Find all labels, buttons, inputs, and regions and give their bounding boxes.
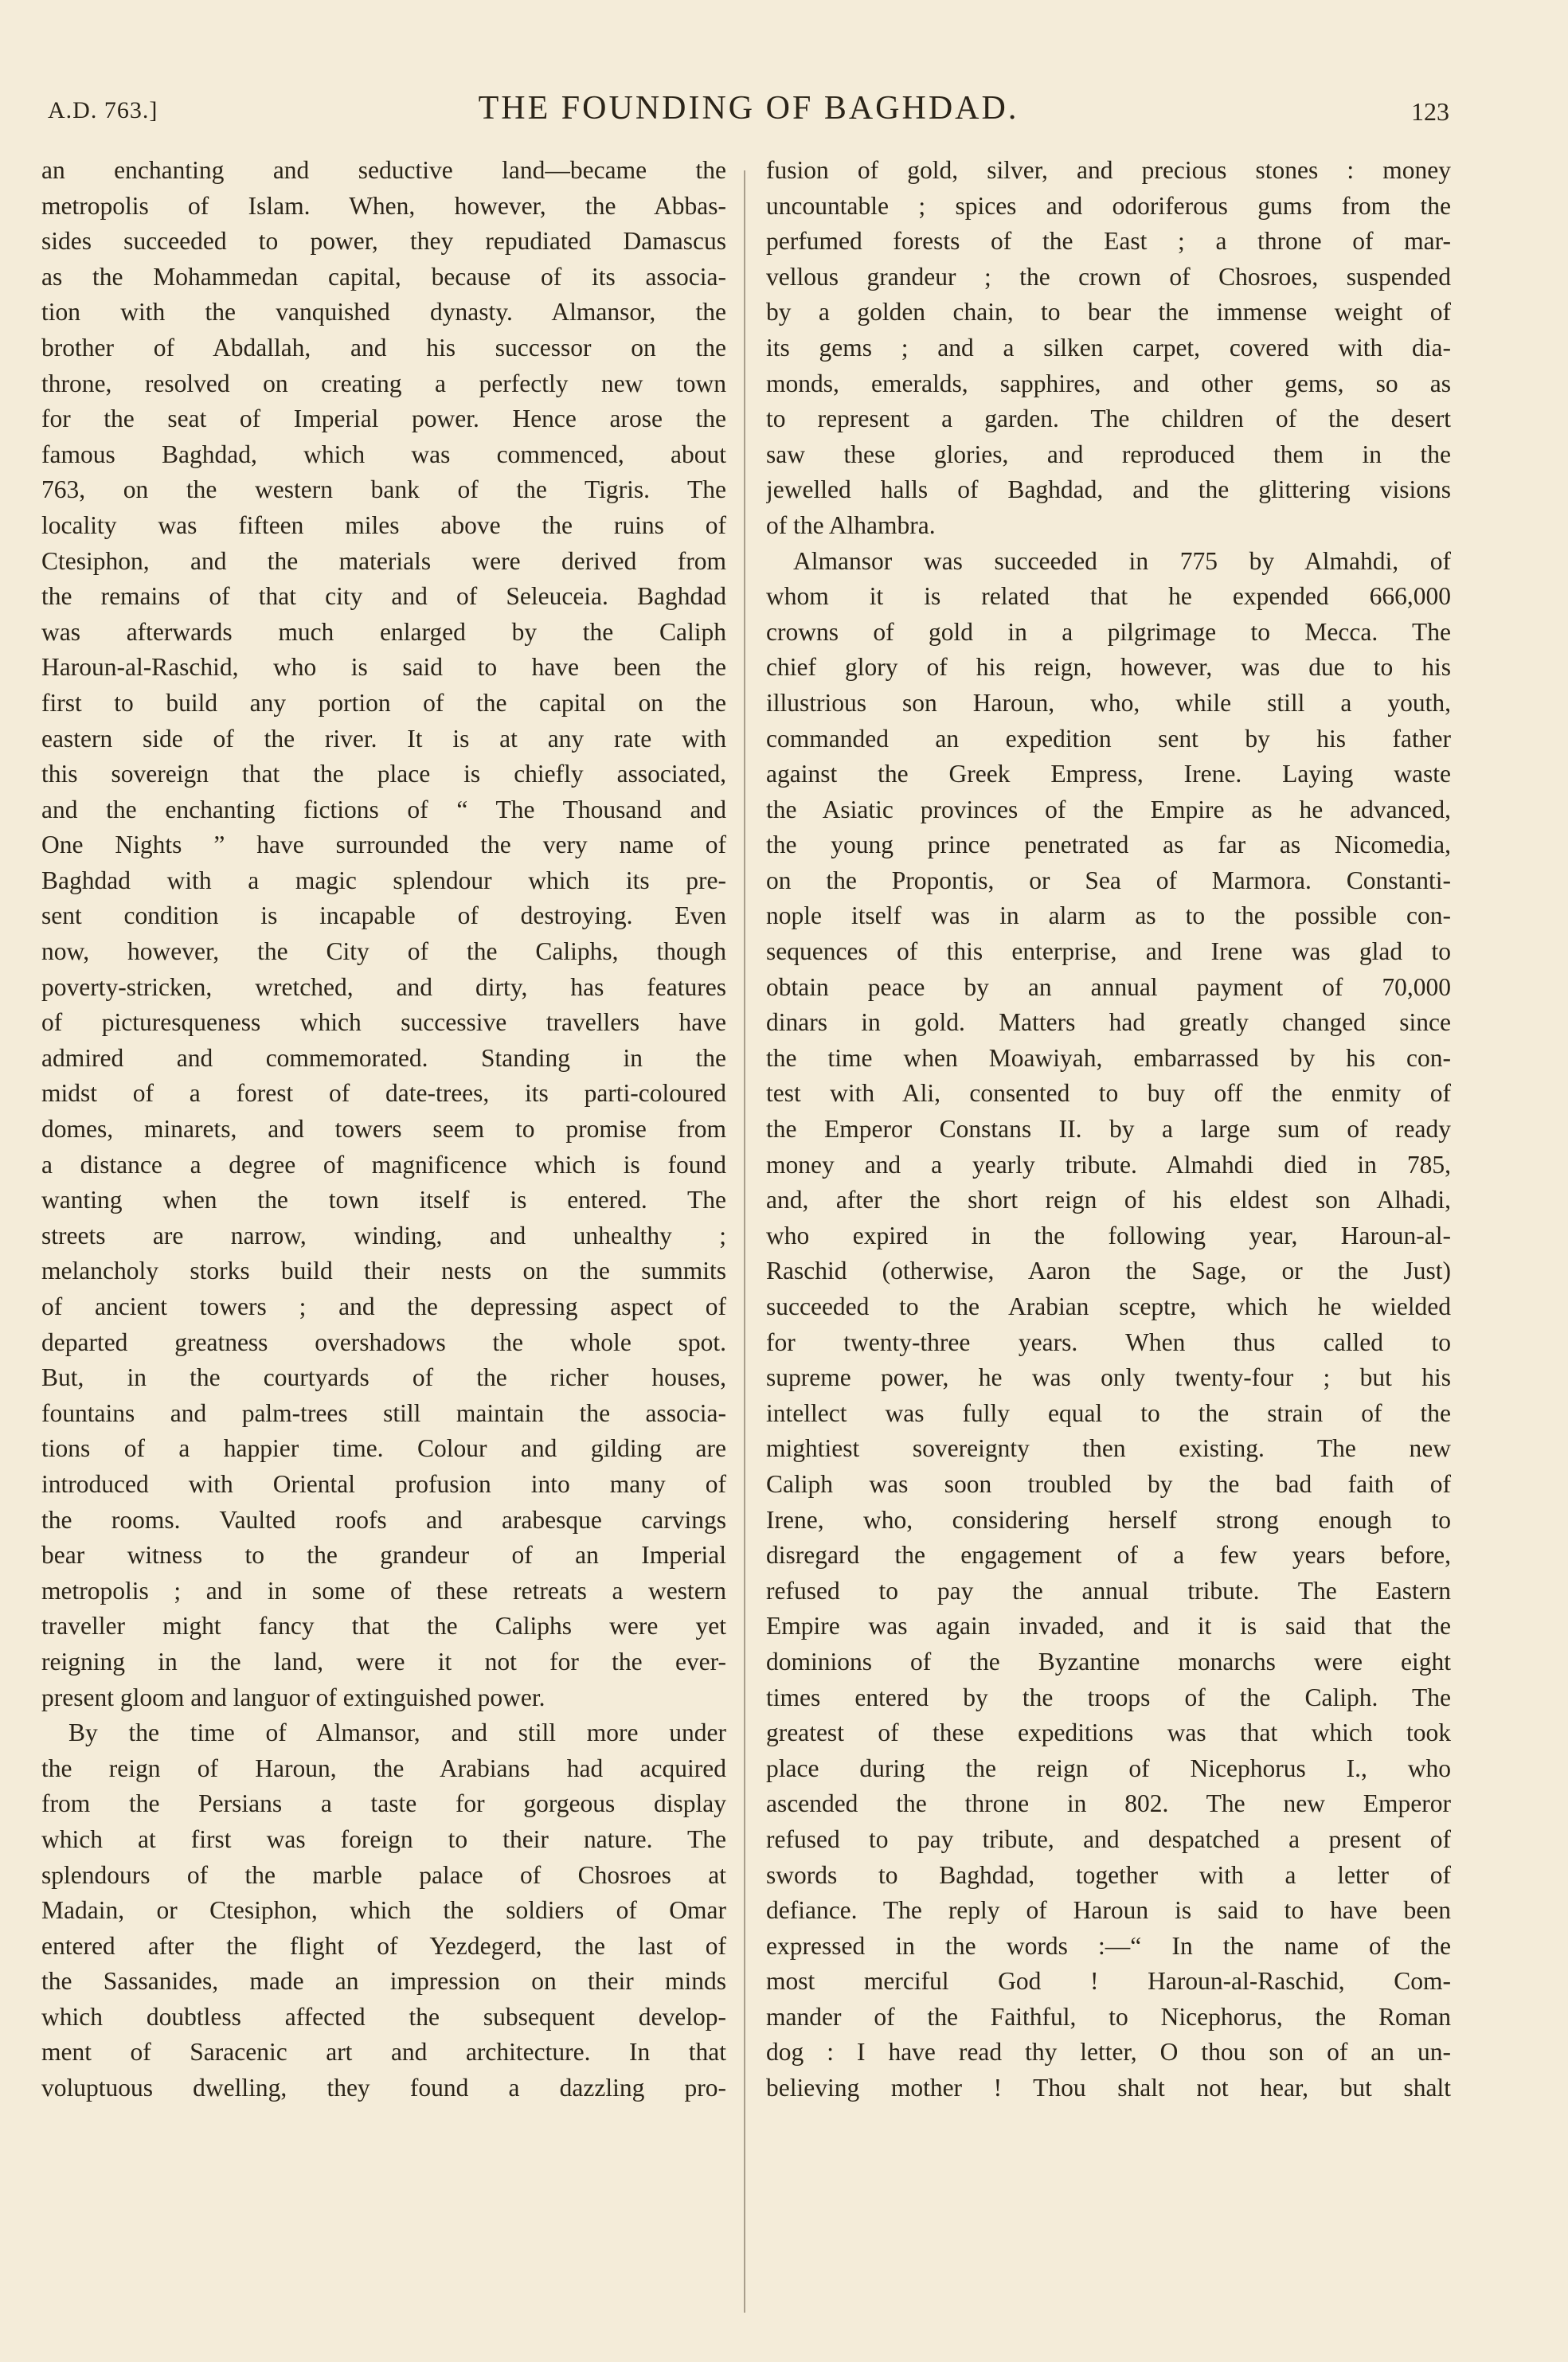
text-line: from the Persians a taste for gorgeous display bbox=[41, 1789, 726, 1818]
text-line: Madain, or Ctesiphon, which the soldiers of Omar bbox=[41, 1896, 726, 1925]
text-line: By the time of Almansor, and still more under bbox=[68, 1719, 726, 1747]
text-line: who expired in the following year, Haroun-al- bbox=[766, 1221, 1451, 1249]
text-line: Irene, who, considering herself strong enough to bbox=[766, 1505, 1451, 1534]
text-line: tion with the vanquished dynasty. Almansor, the bbox=[41, 298, 726, 327]
text-line: entered after the flight of Yezdegerd, the last of bbox=[41, 1931, 726, 1960]
text-line: midst of a forest of date-trees, its parti-coloured bbox=[41, 1079, 726, 1108]
text-line: and, after the short reign of his eldest son Alhadi, bbox=[766, 1186, 1451, 1214]
text-line: by a golden chain, to bear the immense weight of bbox=[766, 298, 1451, 327]
text-line: sides succeeded to power, they repudiated Damascus bbox=[41, 227, 726, 256]
text-line: brother of Abdallah, and his successor on the bbox=[41, 333, 726, 362]
text-line: whom it is related that he expended 666,000 bbox=[766, 582, 1451, 611]
text-line: jewelled halls of Baghdad, and the glittering visions bbox=[766, 475, 1451, 504]
text-line: saw these glories, and reproduced them in the bbox=[766, 440, 1451, 468]
text-line: the young prince penetrated as far as Nicomedia, bbox=[766, 831, 1451, 859]
text-line: ment of Saracenic art and architecture. In that bbox=[41, 2038, 726, 2067]
running-header bbox=[48, 89, 1449, 134]
text-line: monds, emeralds, sapphires, and other gems, so as bbox=[766, 369, 1451, 397]
text-line: which doubtless affected the subsequent develop- bbox=[41, 2002, 726, 2031]
text-line: first to build any portion of the capital on the bbox=[41, 688, 726, 717]
text-line: bear witness to the grandeur of an Imperial bbox=[41, 1541, 726, 1570]
text-line: test with Ali, consented to buy off the enmity of bbox=[766, 1079, 1451, 1108]
text-line: a distance a degree of magnificence which is found bbox=[41, 1150, 726, 1179]
text-line: admired and commemorated. Standing in the bbox=[41, 1043, 726, 1072]
text-line: voluptuous dwelling, they found a dazzling pro- bbox=[41, 2074, 726, 2102]
header-date: A.D. 763.] bbox=[48, 97, 158, 123]
text-line: locality was fifteen miles above the ruins of bbox=[41, 510, 726, 539]
text-line: of picturesqueness which successive travellers have bbox=[41, 1008, 726, 1037]
text-line: domes, minarets, and towers seem to promise from bbox=[41, 1115, 726, 1144]
text-line: believing mother ! Thou shalt not hear, but shalt bbox=[766, 2074, 1451, 2102]
text-line: Raschid (otherwise, Aaron the Sage, or the Just) bbox=[766, 1257, 1451, 1285]
text-line: wanting when the town itself is entered. The bbox=[41, 1186, 726, 1214]
text-line: eastern side of the river. It is at any rate with bbox=[41, 724, 726, 753]
text-line: One Nights ” have surrounded the very name of bbox=[41, 831, 726, 859]
text-line: defiance. The reply of Haroun is said to have been bbox=[766, 1896, 1451, 1925]
text-line: of the Alhambra. bbox=[766, 510, 936, 539]
text-line: mightiest sovereignty then existing. The new bbox=[766, 1434, 1451, 1463]
text-line: for twenty-three years. When thus called to bbox=[766, 1328, 1451, 1356]
text-line: money and a yearly tribute. Almahdi died in 785, bbox=[766, 1150, 1451, 1179]
text-line: and the enchanting fictions of “ The Thousand and bbox=[41, 795, 726, 823]
text-line: which at first was foreign to their nature. The bbox=[41, 1824, 726, 1853]
text-line: Almansor was succeeded in 775 by Almahdi, of bbox=[793, 546, 1451, 575]
text-line: Caliph was soon troubled by the bad faith of bbox=[766, 1469, 1451, 1498]
left-column bbox=[41, 153, 726, 2335]
text-line: expressed in the words :—“ In the name of the bbox=[766, 1931, 1451, 1960]
text-line: to represent a garden. The children of the desert bbox=[766, 405, 1451, 433]
text-line: times entered by the troops of the Caliph. The bbox=[766, 1683, 1451, 1711]
text-line: Ctesiphon, and the materials were derived from bbox=[41, 546, 726, 575]
text-line: the Sassanides, made an impression on their minds bbox=[41, 1967, 726, 1996]
text-line: introduced with Oriental profusion into many of bbox=[41, 1469, 726, 1498]
text-line: metropolis of Islam. When, however, the Abbas- bbox=[41, 191, 726, 220]
text-line: sent condition is incapable of destroying. Even bbox=[41, 901, 726, 930]
text-line: fusion of gold, silver, and precious stones : money bbox=[766, 156, 1451, 184]
text-line: Empire was again invaded, and it is said that the bbox=[766, 1612, 1451, 1640]
text-line: tions of a happier time. Colour and gilding are bbox=[41, 1434, 726, 1463]
text-line: illustrious son Haroun, who, while still a youth, bbox=[766, 688, 1451, 717]
text-line: obtain peace by an annual payment of 70,000 bbox=[766, 972, 1451, 1001]
text-line: fountains and palm-trees still maintain the associa- bbox=[41, 1398, 726, 1427]
text-line: now, however, the City of the Caliphs, though bbox=[41, 937, 726, 966]
header-title: THE FOUNDING OF BAGHDAD. bbox=[478, 90, 1019, 127]
text-line: the Asiatic provinces of the Empire as he advanced, bbox=[766, 795, 1451, 823]
text-line: refused to pay tribute, and despatched a present of bbox=[766, 1824, 1451, 1853]
text-line: the rooms. Vaulted roofs and arabesque carvings bbox=[41, 1505, 726, 1534]
text-line: on the Propontis, or Sea of Marmora. Constanti- bbox=[766, 866, 1451, 894]
text-line: dominions of the Byzantine monarchs were eight bbox=[766, 1647, 1451, 1676]
text-line: mander of the Faithful, to Nicephorus, the Roman bbox=[766, 2002, 1451, 2031]
text-line: against the Greek Empress, Irene. Laying waste bbox=[766, 760, 1451, 788]
text-line: chief glory of his reign, however, was due to his bbox=[766, 653, 1451, 682]
text-line: of ancient towers ; and the depressing aspect of bbox=[41, 1292, 726, 1320]
text-line: perfumed forests of the East ; a throne of mar- bbox=[766, 227, 1451, 256]
text-line: vellous grandeur ; the crown of Chosroes, suspended bbox=[766, 262, 1451, 291]
text-line: poverty-stricken, wretched, and dirty, has features bbox=[41, 972, 726, 1001]
text-line: supreme power, he was only twenty-four ; but his bbox=[766, 1363, 1451, 1392]
text-line: swords to Baghdad, together with a letter of bbox=[766, 1860, 1451, 1889]
text-line: Baghdad with a magic splendour which its pre- bbox=[41, 866, 726, 894]
text-line: place during the reign of Nicephorus I., who bbox=[766, 1754, 1451, 1782]
text-line: intellect was fully equal to the strain of the bbox=[766, 1398, 1451, 1427]
text-line: sequences of this enterprise, and Irene was glad to bbox=[766, 937, 1451, 966]
text-line: streets are narrow, winding, and unhealthy ; bbox=[41, 1221, 726, 1249]
text-line: present gloom and languor of extinguished power. bbox=[41, 1683, 545, 1711]
text-line: most merciful God ! Haroun-al-Raschid, Com- bbox=[766, 1967, 1451, 1996]
column-divider bbox=[744, 170, 745, 2313]
text-line: reigning in the land, were it not for the ever- bbox=[41, 1647, 726, 1676]
text-line: dinars in gold. Matters had greatly changed since bbox=[766, 1008, 1451, 1037]
text-line: But, in the courtyards of the richer houses, bbox=[41, 1363, 726, 1392]
text-line: nople itself was in alarm as to the possible con- bbox=[766, 901, 1451, 930]
text-line: refused to pay the annual tribute. The Eastern bbox=[766, 1576, 1451, 1605]
text-line: for the seat of Imperial power. Hence arose the bbox=[41, 405, 726, 433]
text-line: metropolis ; and in some of these retreats a western bbox=[41, 1576, 726, 1605]
text-line: throne, resolved on creating a perfectly new town bbox=[41, 369, 726, 397]
text-line: Haroun-al-Raschid, who is said to have been the bbox=[41, 653, 726, 682]
text-line: the Emperor Constans II. by a large sum of ready bbox=[766, 1115, 1451, 1144]
text-line: this sovereign that the place is chiefly associated, bbox=[41, 760, 726, 788]
text-line: famous Baghdad, which was commenced, about bbox=[41, 440, 726, 468]
text-line: traveller might fancy that the Caliphs were yet bbox=[41, 1612, 726, 1640]
text-line: the reign of Haroun, the Arabians had acquired bbox=[41, 1754, 726, 1782]
text-line: ascended the throne in 802. The new Emperor bbox=[766, 1789, 1451, 1818]
text-line: was afterwards much enlarged by the Caliph bbox=[41, 617, 726, 646]
right-column bbox=[766, 153, 1451, 2335]
text-line: an enchanting and seductive land—became the bbox=[41, 156, 726, 184]
text-line: its gems ; and a silken carpet, covered with dia- bbox=[766, 333, 1451, 362]
text-line: melancholy storks build their nests on the summits bbox=[41, 1257, 726, 1285]
text-line: dog : I have read thy letter, O thou son of an un- bbox=[766, 2038, 1451, 2067]
text-line: uncountable ; spices and odoriferous gums from the bbox=[766, 191, 1451, 220]
text-line: crowns of gold in a pilgrimage to Mecca. The bbox=[766, 617, 1451, 646]
text-line: commanded an expedition sent by his father bbox=[766, 724, 1451, 753]
text-line: splendours of the marble palace of Chosroes at bbox=[41, 1860, 726, 1889]
text-line: as the Mohammedan capital, because of its associa- bbox=[41, 262, 726, 291]
text-line: succeeded to the Arabian sceptre, which he wielded bbox=[766, 1292, 1451, 1320]
text-line: disregard the engagement of a few years before, bbox=[766, 1541, 1451, 1570]
page-number: 123 bbox=[1411, 97, 1449, 126]
text-line: greatest of these expeditions was that which took bbox=[766, 1719, 1451, 1747]
text-line: the time when Moawiyah, embarrassed by his con- bbox=[766, 1043, 1451, 1072]
text-line: the remains of that city and of Seleuceia. Baghdad bbox=[41, 582, 726, 611]
text-line: departed greatness overshadows the whole spot. bbox=[41, 1328, 726, 1356]
text-line: 763, on the western bank of the Tigris. The bbox=[41, 475, 726, 504]
